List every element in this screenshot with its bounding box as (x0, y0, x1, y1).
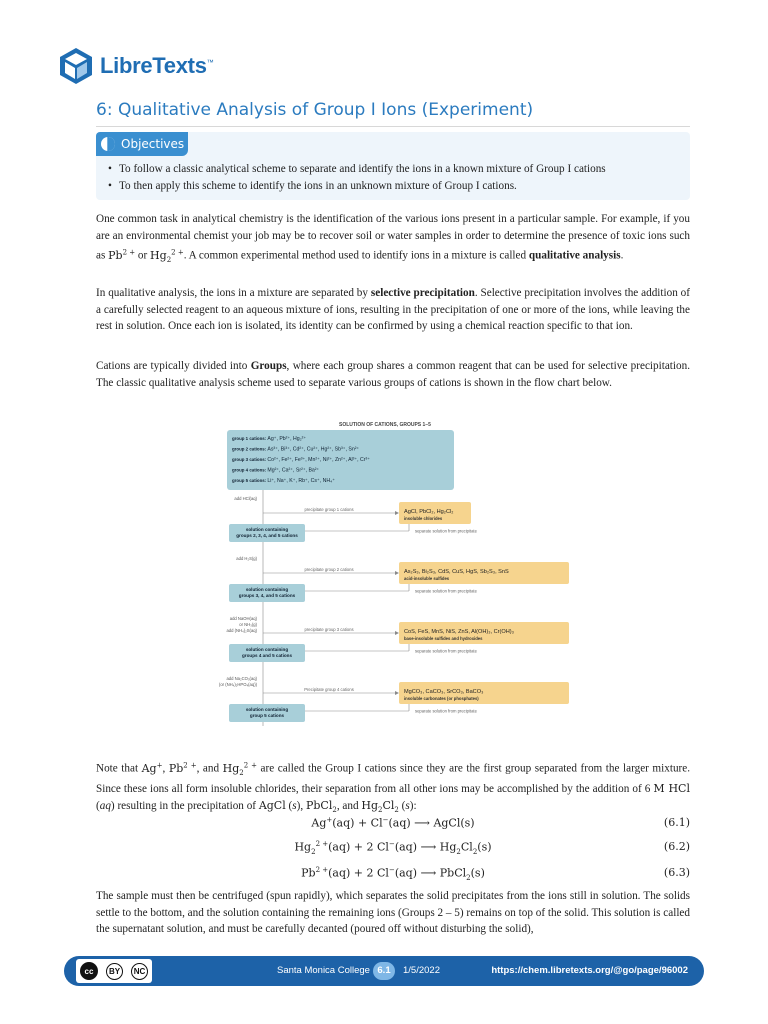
solution-label: group 5 cations (249, 713, 285, 718)
reagent-label: add HCl(aq) (234, 496, 257, 501)
equation-expression: $Pb^{2 +}(aq) + 2$ Cl−(aq) ⟶ PbCl$_2$(s) (301, 866, 485, 882)
arrow-head (395, 631, 399, 635)
footer-college: Santa Monica College (277, 965, 370, 976)
objectives-tab (96, 132, 188, 156)
cation-group-line: group 2 cations: As³⁺, Bi³⁺, Cd²⁺, Cu²⁺, Hg²⁺, Sb³⁺, Sn²⁺ (232, 446, 360, 453)
precipitate-formula: As₂S₃, Bi₂S₃, CdS, CuS, HgS, Sb₂S₃, SnS (404, 569, 509, 575)
cc-license-badge[interactable] (76, 959, 152, 983)
cc-by-icon: BY (106, 963, 123, 980)
step-action-label: Precipitate group 4 cations (304, 687, 354, 692)
page-title: 6: Qualitative Analysis of Group I Ions (Experiment) (96, 100, 534, 120)
equation-number: (6.1) (663, 816, 690, 829)
cc-icon: cc (80, 962, 98, 980)
precipitate-note: base-insoluble sulfides and hydroxides (404, 636, 483, 641)
qualitative-analysis-flowchart (218, 416, 579, 740)
solution-label: groups 4 and 5 cations (241, 653, 293, 658)
paragraph-centrifuge: The sample must then be centrifuged (spun rapidly), which separates the solid precipitates from the ions still in solution. The solids settle to the bottom, and the solution containing the remaining ions (Groups 2 – 5) remains on top of the solid. This solution is called the supernatant solution, and must be carefully decanted (poured off without disturbing the solid), (96, 890, 690, 935)
solution-label: solution containing (245, 587, 289, 592)
precipitate-note: insoluble carbonates (or phosphates) (404, 696, 479, 701)
separate-label: separate solution from precipitate (415, 588, 477, 594)
solution-label: solution containing (245, 707, 289, 712)
paragraph-groups: Cations are typically divided into Groups, where each group shares a common reagent that can be used for selective precipitation. The classic qualitative analysis scheme used to separate various groups of cations is shown in the flow chart below. (96, 360, 690, 389)
reagent-label: add NaOH(aq) (229, 616, 257, 621)
cation-group-line: group 3 cations: Co²⁺, Fe²⁺, Fe³⁺, Mn²⁺, Ni²⁺, Zn²⁺, Al³⁺, Cr³⁺ (232, 457, 370, 463)
step-action-label: precipitate group 2 cations (304, 567, 354, 572)
precipitate-formula: MgCO₃, CaCO₃, SrCO₃, BaCO₃ (404, 689, 484, 695)
equation-number: (6.3) (663, 866, 690, 879)
flowchart-header: SOLUTION OF CATIONS, GROUPS 1–5 (339, 422, 431, 428)
separate-label: separate solution from precipitate (415, 648, 477, 654)
title-divider (96, 126, 690, 127)
paragraph-intro: One common task in analytical chemistry is the identification of the various ions present in a particular sample. For example, if you are an environmental chemist your job may be to recover soil or water samples in order to determine the presence of toxic ions such as $Pb^{2 +}$ or $Hg_2^{2 +}$. A common experimental method used to identify ions in a mixture is called qualitative analysis. (96, 213, 690, 264)
equation-expression: $Hg_2^{2 +}(aq) + 2$ Cl−(aq) ⟶ $Hg_2Cl_2(s)$ (294, 840, 492, 856)
equation-6-2 (96, 838, 690, 858)
step-action-label: precipitate group 1 cations (304, 507, 354, 512)
objective-item: • To then apply this scheme to identify the ions in an unknown mixture of Group I cations. (108, 178, 606, 195)
arrow-head (395, 691, 399, 695)
equation-6-3 (96, 864, 690, 884)
footer-url[interactable]: https://chem.libretexts.org/@go/page/96002 (491, 965, 688, 976)
objectives-list (108, 161, 606, 194)
term-qualitative-analysis: qualitative analysis (528, 249, 621, 262)
step-action-label: precipitate group 3 cations (304, 627, 354, 632)
solution-label: solution containing (245, 647, 289, 652)
reagent-label: add H₂S(g) (236, 556, 257, 561)
libretexts-logo[interactable] (56, 46, 213, 86)
reagent-label: (or (NH₄)₂HPO₄(aq)) (218, 682, 257, 687)
paragraph-selective-precipitation: In qualitative analysis, the ions in a mixture are separated by selective precipitation. Selective precipitation involves the addition of a carefully selected reagent to an aqueous mixture of ions, resulting in the precipitation of one or more of the ions, while leaving the rest in solution. Once each ion is isolated, its identity can be confirmed by using a chemical reaction specific to that ion. (96, 287, 690, 332)
term-groups: Groups (250, 360, 287, 372)
cc-nc-icon: NC (131, 963, 148, 980)
equation-expression: Ag+(aq) + Cl−(aq) ⟶ AgCl(s) (311, 816, 475, 830)
solution-label: groups 2, 3, 4, and 5 cations (236, 533, 298, 538)
separate-label: separate solution from precipitate (415, 708, 477, 714)
solution-label: solution containing (245, 527, 289, 532)
objective-item: • To follow a classic analytical scheme to separate and identify the ions in a known mixture of Group I cations (108, 161, 606, 178)
precipitate-formula: CoS, FeS, MnS, NiS, ZnS, Al(OH)₃, Cr(OH)₃ (404, 629, 514, 635)
cation-group-line: group 5 cations: Li⁺, Na⁺, K⁺, Rb⁺, Cs⁺, NH₄⁺ (232, 478, 335, 484)
solution-label: groups 3, 4, and 5 cations (238, 593, 296, 598)
objectives-label: Objectives (121, 137, 185, 151)
cation-group-line: group 1 cations: Ag⁺, Pb²⁺, Hg₂²⁺ (232, 436, 307, 442)
precipitate-formula: AgCl, PbCl₂, Hg₂Cl₂ (404, 509, 454, 515)
equation-6-1 (96, 814, 690, 834)
arrow-head (395, 571, 399, 575)
precipitate-note: insoluble chlorides (404, 516, 443, 521)
objectives-half-circle-icon (100, 136, 116, 152)
reagent-label: add (NH₄)₂S(aq) (226, 628, 257, 633)
footer-date: 1/5/2022 (403, 965, 440, 976)
libretexts-cube-icon (56, 46, 96, 86)
page-footer (64, 956, 704, 986)
reagent-label: add Na₂CO₃(aq) (226, 676, 257, 681)
brand-name: LibreTexts™ (100, 53, 214, 78)
term-selective-precipitation: selective precipitation (370, 287, 475, 299)
equation-number: (6.2) (663, 840, 690, 853)
reagent-label: or NH₃(g) (239, 622, 257, 627)
paragraph-group-one: Note that Ag+, $Pb^{2 +}$, and $Hg_2^{2 +}$ are called the Group I cations since they are the first group separated from the larger mixture. Since these ions all form insoluble chlorides, their separation from all other ions may be accomplished by the addition of 6 M HCl (aq) resulting in the precipitation of AgCl (s), PbCl$_2$, and $Hg_2Cl_2$ (s): (96, 761, 691, 815)
separate-label: separate solution from precipitate (415, 528, 477, 534)
cation-group-line: group 4 cations: Mg²⁺, Ca²⁺, Sr²⁺, Ba²⁺ (232, 467, 320, 474)
footer-page-number: 6.1 (373, 962, 395, 980)
objectives-box (96, 132, 690, 200)
precipitate-note: acid-insoluble sulfides (404, 576, 450, 581)
arrow-head (395, 511, 399, 515)
